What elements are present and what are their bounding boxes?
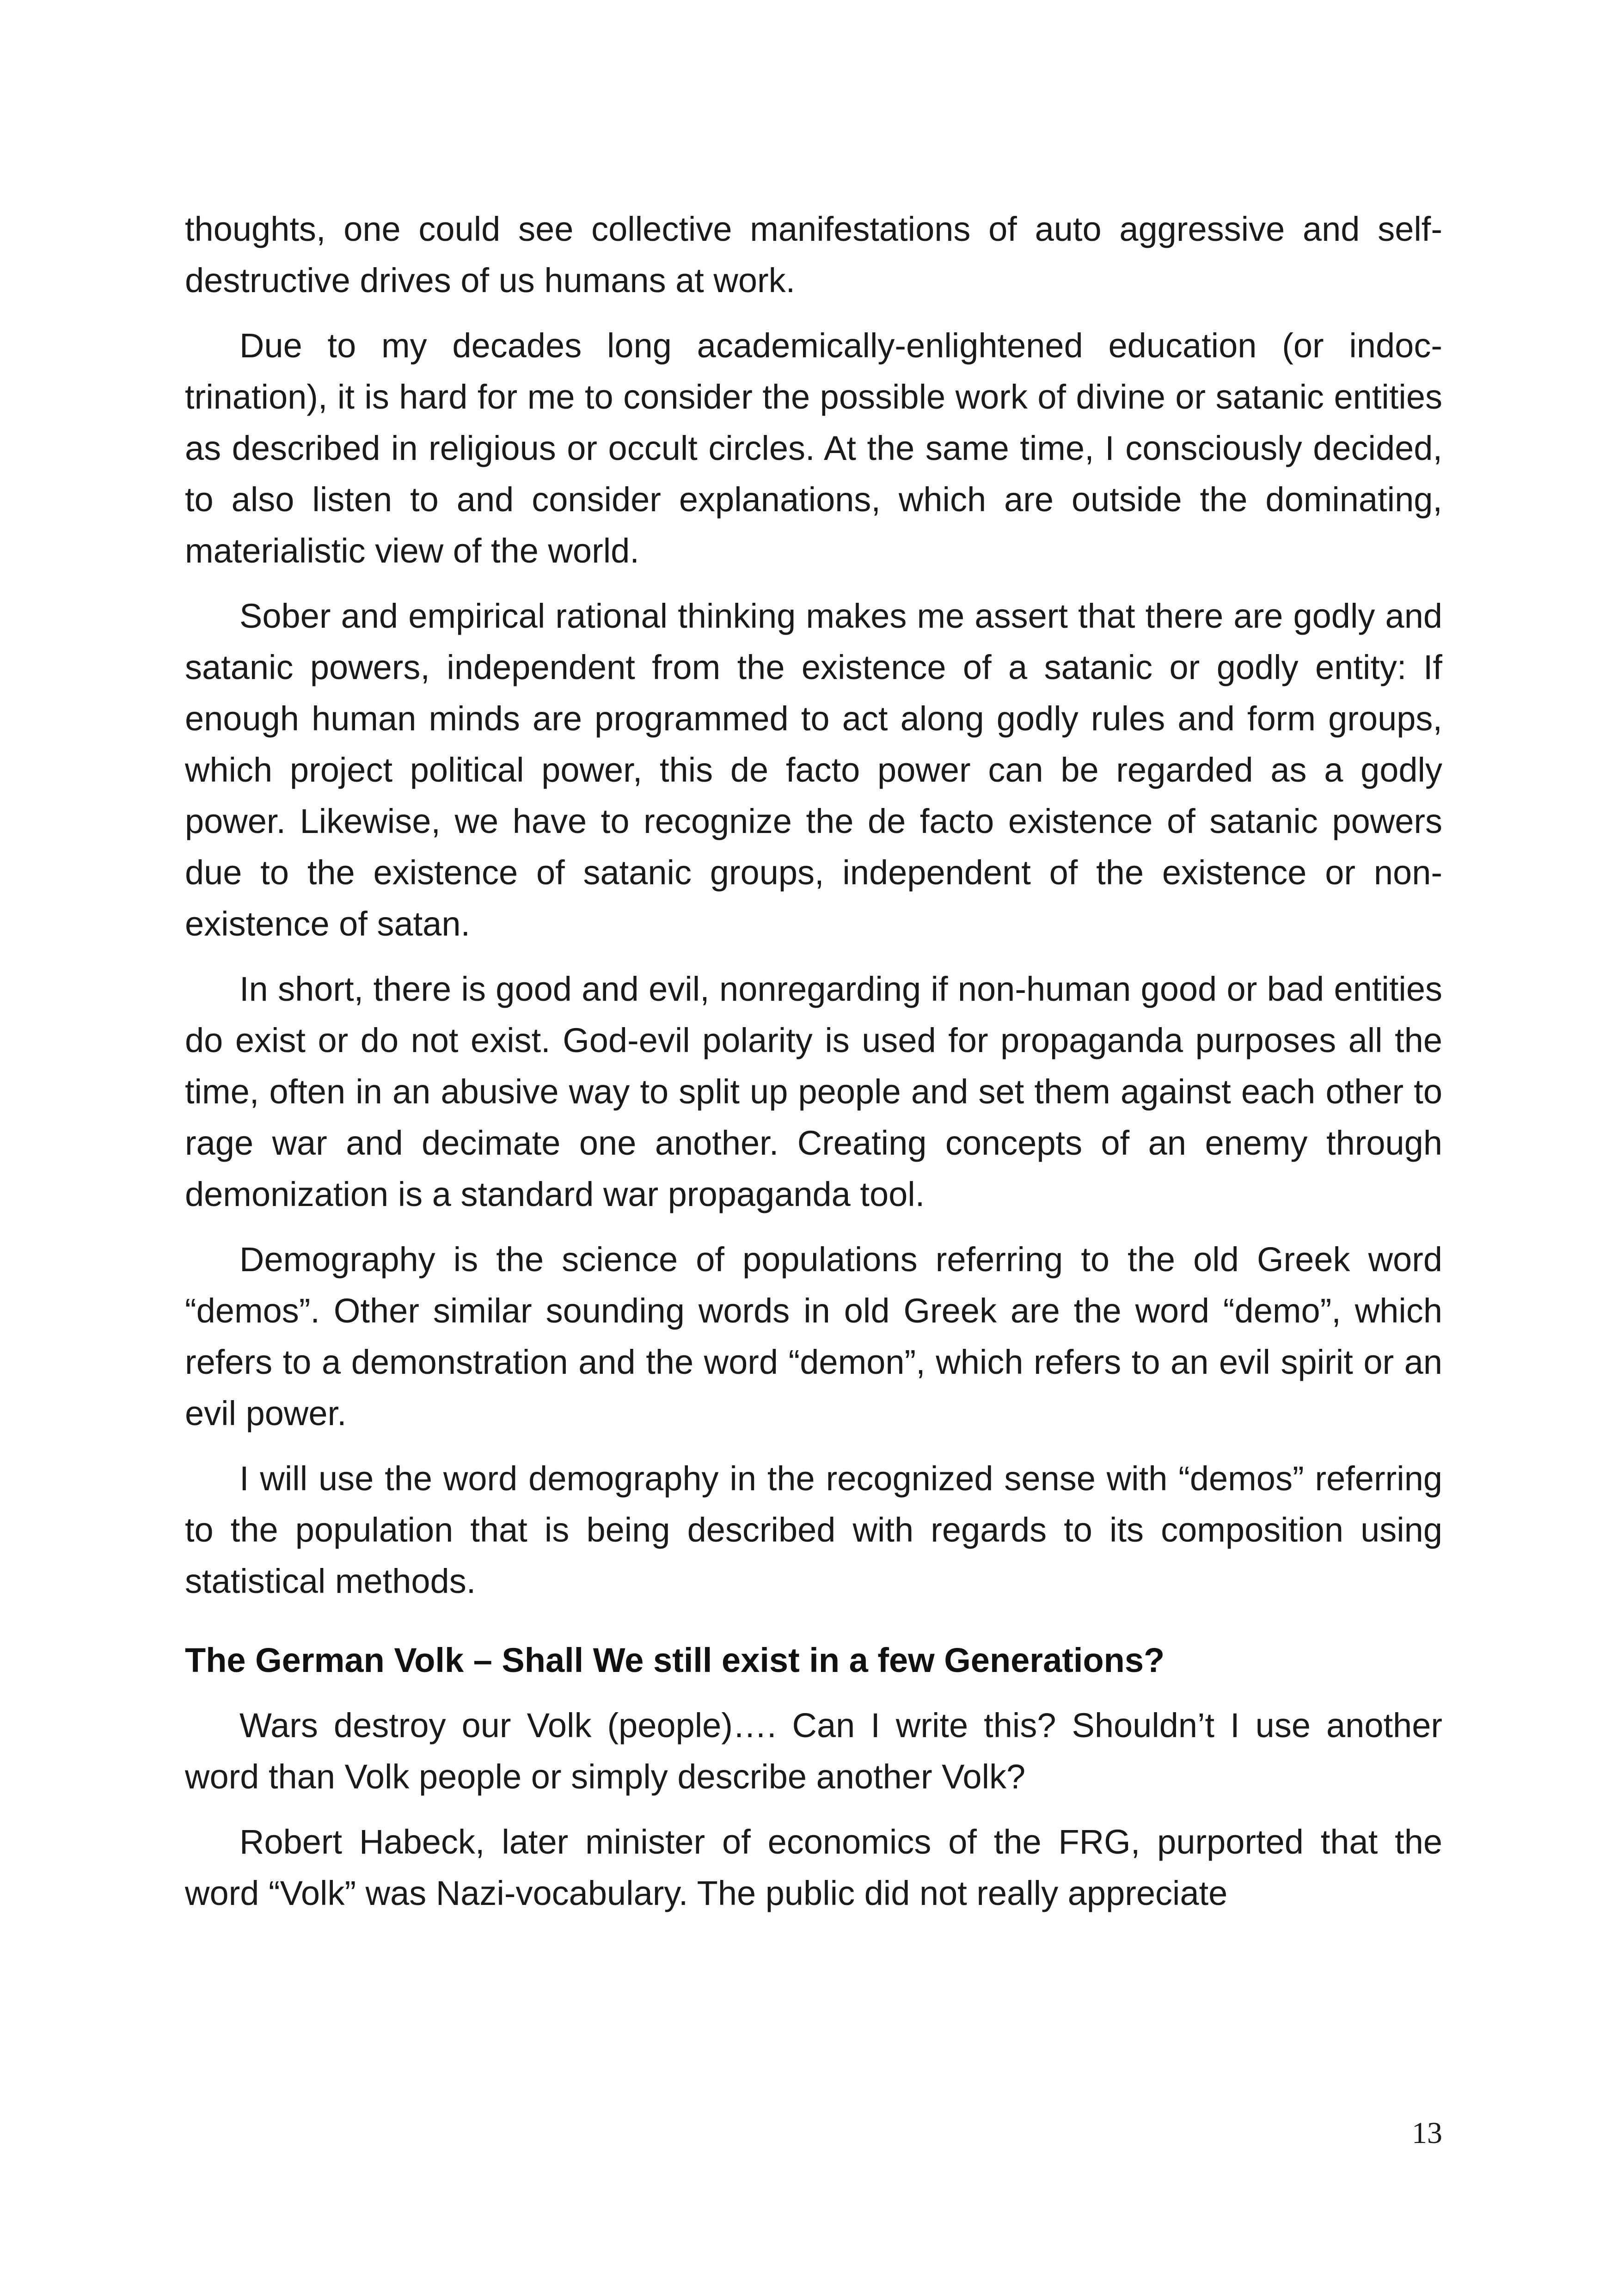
paragraph-1: thoughts, one could see collective manifestations of auto aggressive and self-destructive drives of us humans at work. [185,210,1442,300]
paragraph-7: Wars destroy our Volk (people)…. Can I write this? Shouldn’t I use another word than Volk people or simply describe another Volk? [185,1706,1442,1796]
paragraph-8: Robert Habeck, later minister of economics of the FRG, purported that the word “Volk” was Nazi-vocabulary. The public did not really appreciate [185,1823,1442,1912]
page-number: 13 [1412,2116,1442,2150]
paragraph-4: In short, there is good and evil, nonregarding if non-human good or bad entities do exist or do not exist. God-evil polarity is used for propaganda purposes all the time, often in an abusive way to split up people and set them against each other to rage war and decimate one another. Creating concepts of an enemy through demonization is a standard war propaganda tool. [185,970,1442,1213]
body-text [185,203,1442,1933]
section-heading: The German Volk – Shall We still exist in a few Generations? [185,1641,1165,1679]
paragraph-5: Demography is the science of populations referring to the old Greek word “demos”. Other similar sounding words in old Greek are the word “demo”, which refers to a demonstration and the word “demon”, which refers to an evil spirit or an evil power. [185,1240,1442,1433]
paragraph-2: Due to my decades long academically-enlightened education (or indoctrination), it is hard for me to consider the possible work of divine or satanic entities as described in religious or occult circles. At the same time, I consciously decided, to also listen to and consider explanations, which are outside the dominating, materialistic view of the world. [185,326,1442,570]
paragraph-6: I will use the word demography in the recognized sense with “demos” referring to the population that is being described with regards to its composition using statistical methods. [185,1459,1442,1600]
paragraph-3: Sober and empirical rational thinking makes me assert that there are godly and satanic powers, independent from the existence of a satanic or godly entity: If enough human minds are programmed to act along godly rules and form groups, which project political power, this de facto power can be regarded as a godly power. Likewise, we have to recognize the de facto existence of satanic powers due to the existence of satanic groups, independent of the existence or non-existence of satan. [185,597,1442,943]
